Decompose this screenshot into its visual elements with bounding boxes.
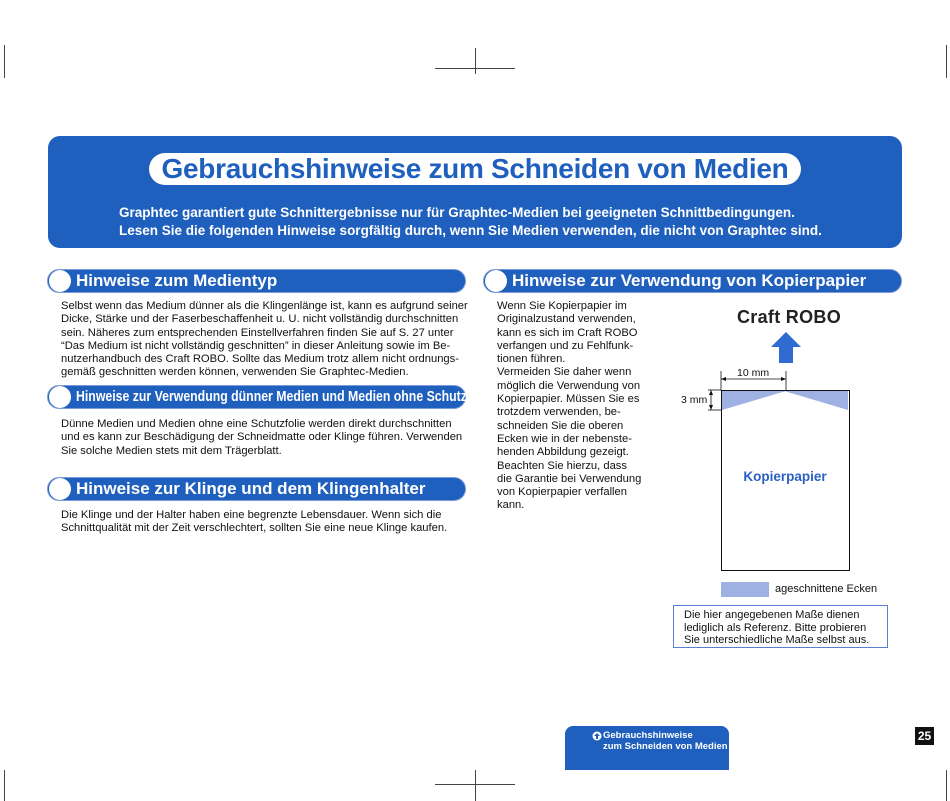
text-line: Dicke, Stärke und der Faserbeschaffenheit u. U. nicht vollständig durchschnitten [61, 313, 459, 326]
section-bullet-icon [49, 270, 71, 292]
page-number: 25 [915, 727, 934, 745]
text-line: henden Abbildung gezeigt. [497, 446, 629, 459]
intro-line-2: Lesen Sie die folgenden Hinweise sorgfältig durch, wenn Sie Medien verwenden, die nicht von Graphtec sind. [119, 223, 822, 238]
section-header-kopierpapier [483, 269, 902, 293]
text-line: Originalzustand verwenden, [497, 313, 636, 326]
text-line: sein. Näheres zum entsprechenden Einstellverfahren finden Sie auf S. 27 unter [61, 326, 454, 339]
copy-paper-illustration [721, 390, 850, 571]
section-bullet-icon [485, 270, 507, 292]
paragraph-kopierpapier [497, 300, 641, 513]
crop-mark-left-top [4, 45, 5, 78]
section-header-duenne-medien [47, 385, 493, 409]
text-line: von Kopierpapier verfallen [497, 486, 627, 499]
text-line: Vermeiden Sie daher wenn [497, 366, 632, 379]
text-line: kann es sich im Craft ROBO [497, 326, 638, 339]
text-line: Schnittqualität mit der Zeit verschlechtert, sollten Sie eine neue Klinge kaufen. [61, 522, 448, 535]
text-line: möglich die Verwendung von [497, 379, 641, 392]
footer-tab-line-1: Gebrauchshinweise [603, 730, 693, 741]
footer-section-tab[interactable] [565, 726, 729, 770]
text-line: verfangen und zu Fehlfunk- [497, 339, 634, 352]
section-bullet-icon [49, 386, 71, 408]
note-line: Sie unterschiedliche Maße selbst aus. [684, 634, 870, 647]
dimension-height-label: 3 mm [681, 394, 708, 406]
text-line: Ecken wie in der nebenste- [497, 432, 632, 445]
legend-label: ageschnittene Ecken [775, 583, 878, 595]
dimension-width-label: 10 mm [737, 367, 770, 379]
text-line: die Garantie bei Verwendung [497, 472, 642, 485]
crop-mark-top-v [475, 48, 476, 74]
section-title: Hinweise zum Medientyp [76, 271, 278, 290]
text-line: Wenn Sie Kopierpapier im [497, 300, 627, 312]
text-line: trotzdem verwenden, be- [497, 406, 621, 419]
section-title: Hinweise zur Verwendung von Kopierpapier [512, 271, 867, 290]
text-line: Die Klinge und der Halter haben eine begrenzte Lebensdauer. Wenn sich die [61, 509, 442, 521]
section-header-medientyp [47, 269, 466, 293]
intro-line-1: Graphtec garantiert gute Schnittergebnisse nur für Graphtec-Medien bei geeigneten Schnittbedingungen. [119, 205, 795, 220]
paper-label: Kopierpapier [743, 469, 827, 484]
text-line: Selbst wenn das Medium dünner als die Klingenlänge ist, kann es aufgrund seiner [61, 300, 468, 312]
crop-mark-bottom-v [475, 770, 476, 801]
header-banner [48, 136, 902, 248]
section-bullet-icon [49, 478, 71, 500]
text-line: Kopierpapier. Müssen Sie es [497, 393, 640, 406]
note-line: Die hier angegebenen Maße dienen [684, 609, 860, 621]
footer-tab-line-2: zum Schneiden von Medien [603, 741, 728, 752]
crop-mark-right-bottom [946, 770, 947, 801]
legend-swatch [721, 582, 769, 597]
text-line: schneiden Sie die oberen [497, 419, 624, 432]
text-line: Sie solche Medien stets mit dem Trägerblatt. [61, 444, 282, 457]
arrow-circle-icon [592, 731, 602, 741]
text-line: und es kann zur Beschädigung der Schneidmatte oder Klinge führen. Verwenden [61, 431, 463, 444]
text-line: Dünne Medien und Medien ohne eine Schutzfolie werden direkt durchschnitten [61, 418, 452, 430]
text-line: Beachten Sie hierzu, dass [497, 459, 627, 472]
text-line: kann. [497, 499, 525, 512]
brand-logo: Craft ROBO [737, 307, 842, 327]
reference-note [673, 605, 888, 648]
crop-mark-right-top [946, 45, 947, 78]
cut-corners [722, 391, 848, 413]
paragraph-klinge [61, 509, 447, 536]
text-line: tionen führen. [497, 353, 566, 366]
text-line: “Das Medium ist nicht vollständig geschnitten” in dieser Anleitung sowie im Be- [61, 339, 451, 352]
section-title: Hinweise zur Klinge und dem Klingenhalter [76, 479, 426, 498]
paragraph-duenne-medien [61, 418, 462, 458]
page-title: Gebrauchshinweise zum Schneiden von Medien [149, 153, 801, 185]
text-line: gemäß geschnitten werden können, verwenden Sie Graphtec-Medien. [61, 366, 409, 379]
section-title: Hinweise zur Verwendung dünner Medien und Medien ohne Schutzfolie [76, 388, 493, 405]
section-header-klinge [47, 477, 466, 501]
note-line: lediglich als Referenz. Bitte probieren [684, 621, 867, 634]
paragraph-medientyp [61, 300, 468, 380]
crop-mark-left-bottom [4, 770, 5, 801]
arrow-up-icon [770, 332, 802, 364]
text-line: nutzerhandbuch des Craft ROBO. Sollte das Medium trotz allem nicht ordnungs- [61, 353, 459, 366]
